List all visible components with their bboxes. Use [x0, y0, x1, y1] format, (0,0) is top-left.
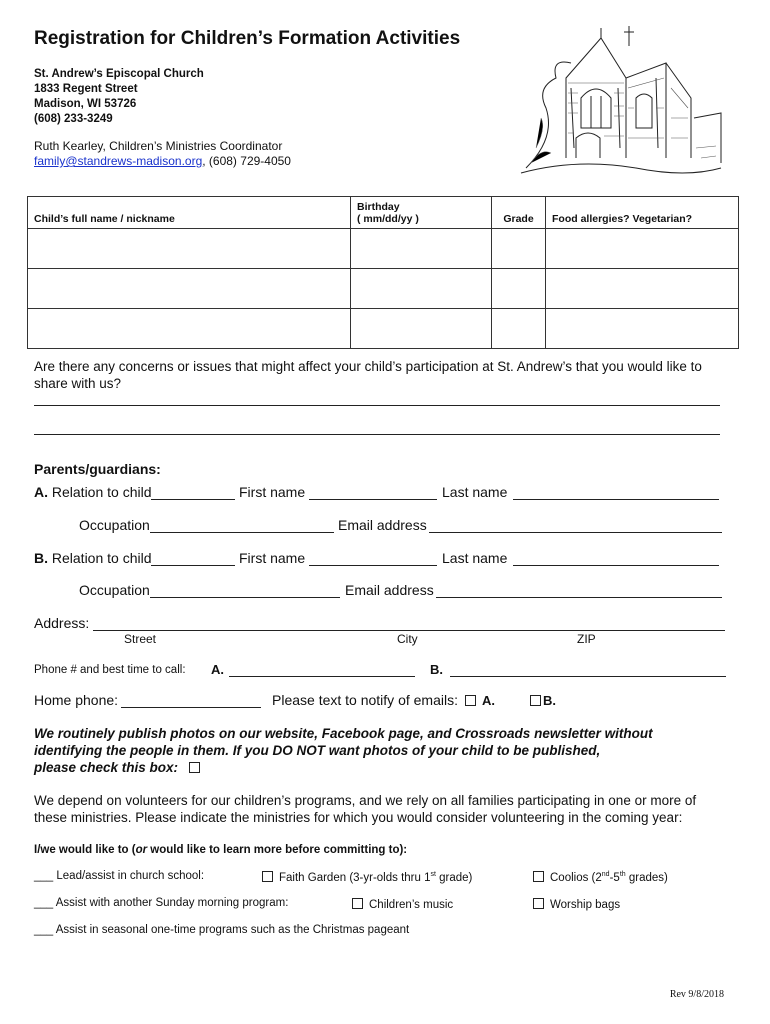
parent-a-relation-field[interactable]	[151, 499, 235, 500]
parent-a-occupation-label: Occupation	[79, 517, 150, 533]
photos-check-label: please check this box:	[34, 760, 179, 775]
option-sunday	[34, 897, 288, 909]
col-food-allergies: Food allergies? Vegetarian?	[546, 197, 739, 229]
table-row	[28, 269, 739, 309]
option-coolios-mid: -5	[609, 872, 620, 884]
option-faith-garden	[262, 870, 472, 884]
coordinator-name: Ruth Kearley, Children’s Ministries Coordinator	[34, 139, 283, 153]
col-birthday-format: ( mm/dd/yy )	[357, 213, 419, 225]
parent-a-first-name-label: First name	[239, 484, 306, 500]
parent-a-occupation-field[interactable]	[150, 532, 334, 533]
parent-b-first-name-label: First name	[239, 550, 306, 566]
concerns-answer-line-1[interactable]	[34, 405, 720, 406]
col-child-name: Child’s full name / nickname	[28, 197, 351, 229]
concerns-answer-line-2[interactable]	[34, 434, 720, 435]
church-city: Madison, WI 53726	[34, 98, 137, 110]
church-name: St. Andrew’s Episcopal Church	[34, 68, 204, 80]
parents-heading: Parents/guardians:	[34, 461, 161, 477]
address-field[interactable]	[93, 630, 725, 631]
option-worship-label: Worship bags	[550, 899, 621, 911]
birthday-cell[interactable]	[351, 229, 492, 269]
child-name-cell[interactable]	[28, 309, 351, 349]
relation-label: Relation to child	[51, 484, 152, 500]
home-phone-field[interactable]	[121, 707, 261, 708]
checkbox-faith-garden[interactable]	[262, 871, 273, 882]
col-grade: Grade	[492, 197, 546, 229]
call-phone-a-letter: A.	[211, 662, 224, 677]
checkbox-text-a[interactable]	[465, 695, 476, 706]
parent-a-last-name-label: Last name	[442, 484, 508, 500]
option-faith-sup: st	[430, 871, 436, 879]
option-seasonal-blank[interactable]: ___	[34, 924, 54, 936]
option-faith-label: Faith Garden (3-yr-olds thru 1	[279, 872, 431, 884]
parent-a-relation-label	[34, 484, 152, 500]
allergies-cell[interactable]	[546, 269, 739, 309]
volunteer-intro-line2: these ministries. Please indicate the ministries for which you would consider volunteering in the coming year:	[34, 810, 683, 825]
volunteer-heading-or: or	[135, 844, 148, 856]
page-title: Registration for Children’s Formation Activities	[34, 28, 461, 49]
photos-notice-line1: We routinely publish photos on our website, Facebook page, and Crossroads newsletter without	[34, 726, 653, 741]
option-lead-label: Lead/assist in church school:	[56, 870, 205, 882]
option-sunday-label: Assist with another Sunday morning program:	[55, 897, 289, 909]
address-label: Address:	[34, 615, 90, 631]
address-street-caption: Street	[124, 632, 157, 646]
church-drawing	[516, 18, 724, 180]
option-coolios	[533, 870, 668, 884]
parent-a-last-name-field[interactable]	[513, 499, 719, 500]
table-row	[28, 309, 739, 349]
coordinator-phone: , (608) 729-4050	[202, 154, 291, 168]
text-notify-b	[530, 693, 556, 708]
option-faith-end: grade)	[435, 872, 473, 884]
parent-a-letter: A.	[34, 484, 48, 500]
table-header-row	[28, 197, 739, 229]
checkbox-music[interactable]	[352, 898, 363, 909]
call-phone-a-field[interactable]	[229, 676, 415, 677]
child-name-cell[interactable]	[28, 269, 351, 309]
children-table	[27, 196, 739, 349]
church-phone: (608) 233-3249	[34, 113, 113, 125]
parent-b-last-name-field[interactable]	[513, 565, 719, 566]
text-notify-a-label: A.	[482, 693, 495, 708]
col-birthday	[351, 197, 492, 229]
parent-b-email-field[interactable]	[436, 597, 722, 598]
parent-b-email-label: Email address	[345, 582, 434, 598]
text-notify-a	[465, 693, 495, 708]
call-phone-label: Phone # and best time to call:	[34, 664, 186, 676]
relation-label: Relation to child	[51, 550, 152, 566]
parent-b-occupation-field[interactable]	[150, 597, 340, 598]
checkbox-text-b[interactable]	[530, 695, 541, 706]
birthday-cell[interactable]	[351, 269, 492, 309]
address-city-caption: City	[397, 632, 418, 646]
option-coolios-sup1: nd	[601, 871, 610, 879]
concerns-question-line1: Are there any concerns or issues that might affect your child’s participation at St. Andrew’s that you would like to	[34, 359, 702, 374]
address-zip-caption: ZIP	[577, 632, 596, 646]
coordinator-contact	[34, 154, 291, 168]
option-worship-bags	[533, 897, 620, 911]
parent-b-last-name-label: Last name	[442, 550, 508, 566]
volunteer-intro-line1: We depend on volunteers for our children’s programs, and we rely on all families participating in one or more of	[34, 793, 697, 808]
concerns-question-line2: share with us?	[34, 376, 122, 391]
birthday-cell[interactable]	[351, 309, 492, 349]
allergies-cell[interactable]	[546, 309, 739, 349]
volunteer-heading-a: I/we would like to (	[34, 844, 136, 856]
parent-b-letter: B.	[34, 550, 48, 566]
volunteer-heading	[34, 844, 407, 856]
child-name-cell[interactable]	[28, 229, 351, 269]
option-seasonal	[34, 924, 409, 936]
parent-a-first-name-field[interactable]	[309, 499, 437, 500]
text-notify-label: Please text to notify of emails:	[272, 692, 458, 708]
grade-cell[interactable]	[492, 229, 546, 269]
option-music-label: Children’s music	[369, 899, 454, 911]
option-coolios-end: grades)	[625, 872, 668, 884]
parent-b-occupation-label: Occupation	[79, 582, 150, 598]
grade-cell[interactable]	[492, 309, 546, 349]
col-birthday-label: Birthday	[357, 201, 400, 213]
checkbox-coolios[interactable]	[533, 871, 544, 882]
call-phone-b-field[interactable]	[450, 676, 726, 677]
parent-a-email-label: Email address	[338, 517, 427, 533]
church-street: 1833 Regent Street	[34, 83, 138, 95]
coordinator-email-link[interactable]: family@standrews-madison.org	[34, 154, 203, 168]
home-phone-label: Home phone:	[34, 692, 119, 708]
revision-date: Rev 9/8/2018	[669, 989, 724, 1000]
table-row	[28, 229, 739, 269]
parent-a-email-field[interactable]	[429, 532, 722, 533]
option-lead-blank[interactable]: ___	[34, 870, 54, 882]
photos-notice-line2: identifying the people in them. If you DO NOT want photos of your child to be published,	[34, 743, 601, 758]
text-notify-b-label: B.	[543, 693, 556, 708]
checkbox-no-photos[interactable]	[189, 762, 200, 773]
photos-notice-line3	[34, 760, 206, 775]
option-lead	[34, 870, 204, 882]
option-music	[352, 897, 453, 911]
option-seasonal-label: Assist in seasonal one-time programs such as the Christmas pageant	[55, 924, 410, 936]
option-coolios-sup2: th	[619, 871, 626, 879]
option-coolios-label: Coolios (2	[550, 872, 602, 884]
call-phone-b-letter: B.	[430, 662, 443, 677]
volunteer-heading-b: would like to learn more before committing to):	[147, 844, 408, 856]
grade-cell[interactable]	[492, 269, 546, 309]
parent-b-first-name-field[interactable]	[309, 565, 437, 566]
checkbox-worship-bags[interactable]	[533, 898, 544, 909]
parent-b-relation-field[interactable]	[151, 565, 235, 566]
option-sunday-blank[interactable]: ___	[34, 897, 54, 909]
parent-b-relation-label	[34, 550, 152, 566]
allergies-cell[interactable]	[546, 229, 739, 269]
